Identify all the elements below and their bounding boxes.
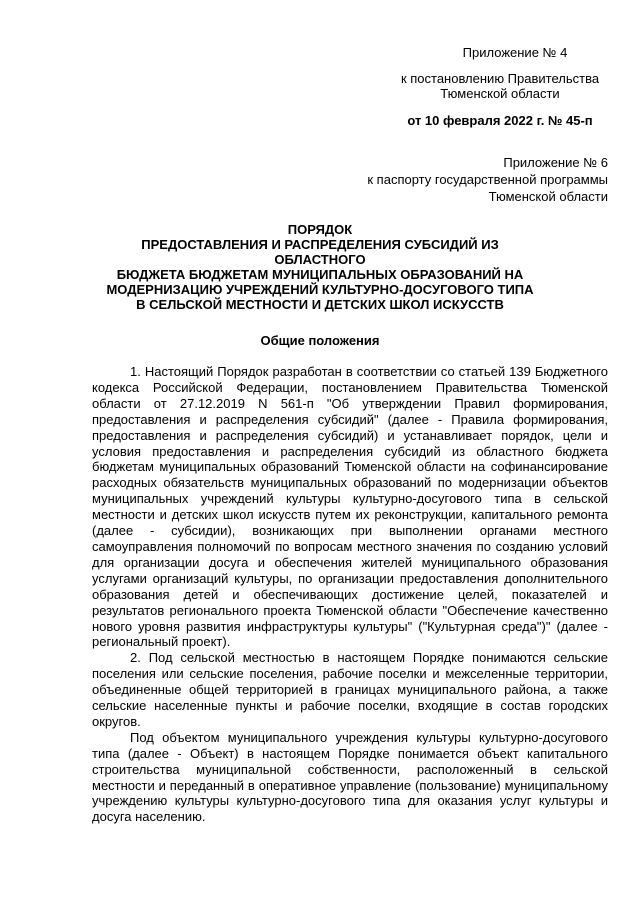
section-heading: Общие положения [260,333,380,348]
appendix-4-region: Тюменской области [440,86,560,101]
appendix-6-region: Тюменской области [488,189,608,204]
appendix-4-decree: к постановлению Правительства [400,71,600,86]
title-line-6: В СЕЛЬСКОЙ МЕСТНОСТИ И ДЕТСКИХ ШКОЛ ИСКУССТВ [136,297,504,312]
document-body [92,364,608,825]
appendix-4-number: Приложение № 4 [462,45,568,60]
paragraph-3: Под объектом муниципального учреждения культуры культурно-досугового типа (далее - Объект) в настоящем Порядке понимается объект капитального строительства муниципальной собственности, расположенный в сельской местности и переданный в оперативное управление (пользование) муниципальному учреждению культуры культурно-досугового типа для оказания услуг культуры и досуга населению. [92,729,608,825]
appendix-4-block [340,45,640,128]
title-line-1: ПОРЯДОК [287,222,353,237]
appendix-6-block [340,155,608,204]
document-title [90,222,550,312]
paragraph-2: 2. Под сельской местностью в настоящем Порядке понимаются сельские поселения или сельские поселения, рабочие поселки и межселенные территории, объединенные общей территорией в границах муниципального района, а также сельские населенные пункты и рабочие поселки, входящие в состав городских округов. [92,650,608,729]
paragraph-1: 1. Настоящий Порядок разработан в соответствии со статьей 139 Бюджетного кодекса Российской Федерации, постановлением Правительства Тюменской области от 27.12.2019 N 561-п "Об утверждении Правил формирования, предоставления и распределения субсидий" (далее - Правила формирования, предоставления и распределения субсидий) и устанавливает порядок, цели и условия предоставления и распределения субсидий из областного бюджета бюджетам муниципальных образований Тюменской области на софинансирование расходных обязательств муниципальных образований по модернизации объектов муниципальных учреждений культуры культурно-досугового типа в сельской местности и детских школ искусств путем их реконструкции, капитального ремонта (далее - субсидии), возникающих при выполнении органами местного самоуправления полномочий по вопросам местного значения по созданию условий для организации досуга и обеспечения жителей муниципального образования услугами организаций культуры, по организации предоставления дополнительного образования детей и обеспечивающих достижение целей, показателей и результатов регионального проекта Тюменской области "Обеспечение качественно нового уровня развития инфраструктуры культуры" ("Культурная среда")" (далее - региональный проект). [92,364,608,650]
title-line-4: БЮДЖЕТА БЮДЖЕТАМ МУНИЦИПАЛЬНЫХ ОБРАЗОВАНИЙ НА [116,267,524,282]
title-line-5: МОДЕРНИЗАЦИЮ УЧРЕЖДЕНИЙ КУЛЬТУРНО-ДОСУГОВОГО ТИПА [106,282,534,297]
appendix-6-number: Приложение № 6 [503,155,608,170]
appendix-4-date: от 10 февраля 2022 г. № 45-п [407,113,593,128]
title-line-2: ПРЕДОСТАВЛЕНИЯ И РАСПРЕДЕЛЕНИЯ СУБСИДИЙ ИЗ [141,237,499,252]
appendix-6-program: к паспорту государственной программы [367,172,608,187]
title-line-3: ОБЛАСТНОГО [274,252,366,267]
